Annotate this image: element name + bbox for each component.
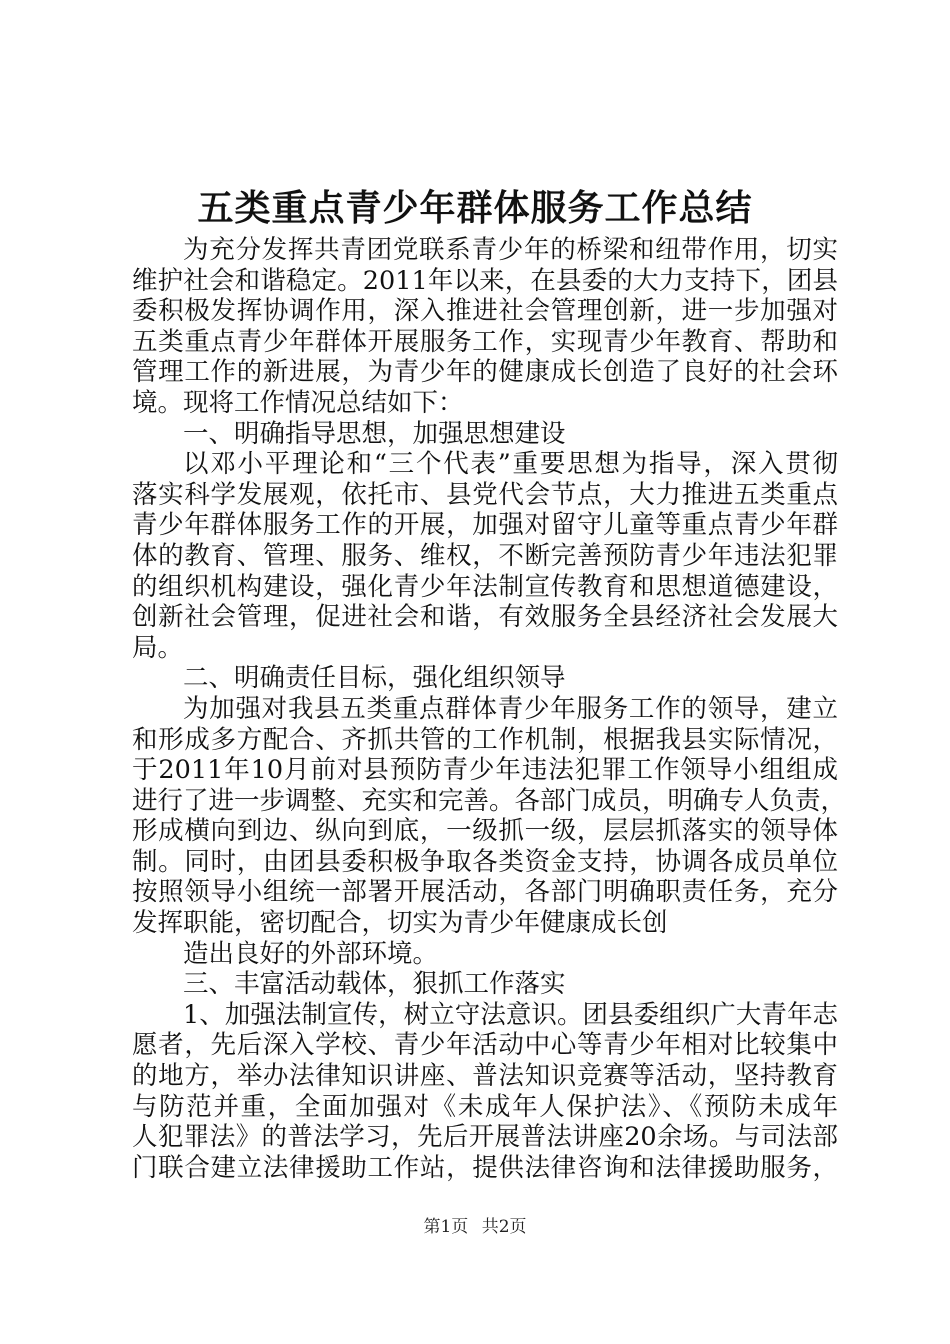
text-line: 五类重点青少年群体开展服务工作，实现青少年教育、帮助和 [132,326,838,357]
text-line: 为充分发挥共青团党联系青少年的桥梁和纽带作用，切实 [183,235,838,265]
text-line: 1、加强法制宣传，树立守法意识。团县委组织广大青年志 [183,999,838,1030]
document-title: 五类重点青少年群体服务工作总结 [197,188,753,229]
text-line: 以邓小平理论和“三个代表”重要思想为指导，深入贯彻 [183,449,838,480]
text-line: 境。现将工作情况总结如下： [132,387,464,418]
text-line: 体的教育、管理、服务、维权，不断完善预防青少年违法犯罪 [132,540,838,571]
text-line: 于2011年10月前对县预防青少年违法犯罪工作领导小组组成 [132,755,838,786]
text-line: 愿者，先后深入学校、青少年活动中心等青少年相对比较集中 [132,1030,838,1061]
text-line: 一、明确指导思想，加强思想建设 [183,418,566,449]
text-line: 按照领导小组统一部署开展活动，各部门明确职责任务，充分 [132,877,838,908]
text-line: 人犯罪法》的普法学习，先后开展普法讲座20余场。与司法部 [132,1122,838,1153]
text-line: 的地方，举办法律知识讲座、普法知识竞赛等活动，坚持教育 [132,1061,838,1092]
text-line: 进行了进一步调整、充实和完善。各部门成员，明确专人负责， [132,785,847,816]
text-line: 和形成多方配合、齐抓共管的工作机制，根据我县实际情况， [132,724,838,755]
text-line: 局。 [132,632,184,663]
text-line: 为加强对我县五类重点群体青少年服务工作的领导，建立 [183,693,838,724]
text-line: 管理工作的新进展，为青少年的健康成长创造了良好的社会环 [132,357,838,388]
text-line: 委积极发挥协调作用，深入推进社会管理创新，进一步加强对 [132,296,838,327]
text-line: 造出良好的外部环境。 [183,938,439,969]
text-line: 发挥职能，密切配合，切实为青少年健康成长创 [132,908,668,939]
document-body [132,235,847,1183]
text-line: 青少年群体服务工作的开展，加强对留守儿童等重点青少年群 [132,510,838,541]
text-line: 门联合建立法律援助工作站，提供法律咨询和法律援助服务， [132,1152,838,1183]
page-footer [0,1215,950,1239]
text-line: 维护社会和谐稳定。2011年以来，在县委的大力支持下，团县 [132,265,838,296]
page-total: 共2页 [481,1217,527,1237]
text-line: 创新社会管理，促进社会和谐，有效服务全县经济社会发展大 [132,602,838,633]
text-line: 制。同时，由团县委积极争取各类资金支持，协调各成员单位 [132,846,838,877]
text-line: 形成横向到边、纵向到底，一级抓一级，层层抓落实的领导体 [132,816,838,847]
text-line: 的组织机构建设，强化青少年法制宣传教育和思想道德建设， [132,571,838,602]
text-line: 与防范并重，全面加强对《未成年人保护法》、《预防未成年 [132,1091,838,1122]
text-line: 二、明确责任目标，强化组织领导 [183,663,566,694]
text-line: 落实科学发展观，依托市、县党代会节点，大力推进五类重点 [132,479,838,510]
text-line: 三、丰富活动载体，狠抓工作落实 [183,969,566,1000]
page-number: 第1页 [423,1217,469,1237]
